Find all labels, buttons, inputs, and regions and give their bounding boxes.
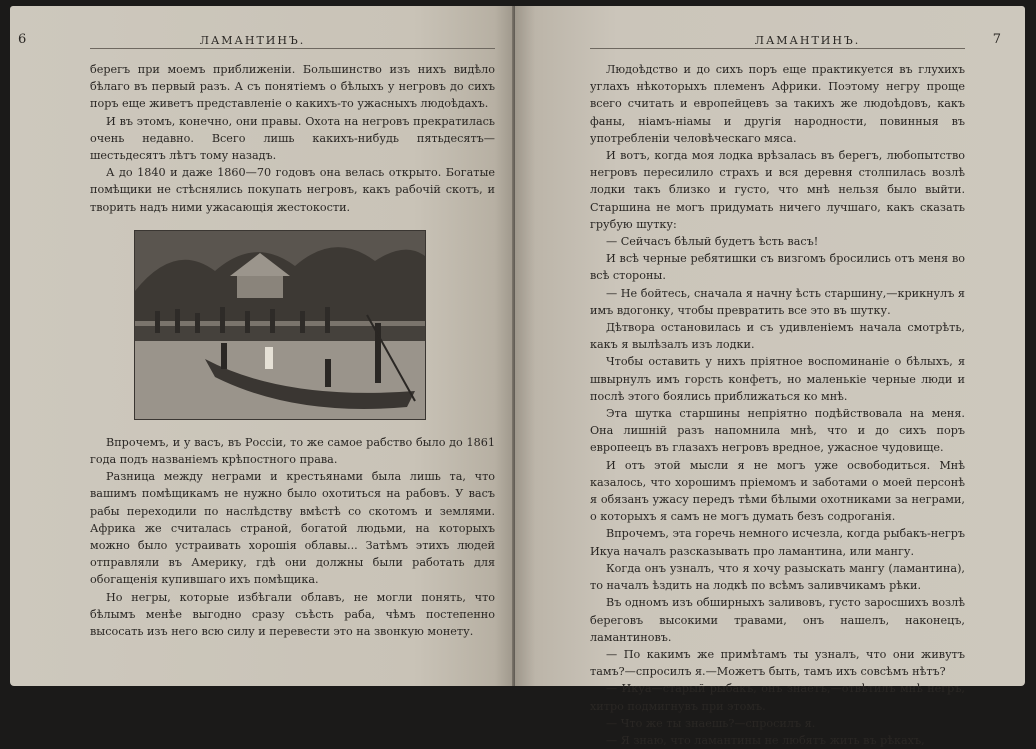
right-page-header [590, 6, 1001, 49]
page-number-left: 6 [18, 32, 27, 47]
paragraph: берегъ при моемъ приближеніи. Большинство изъ нихъ видѣло бѣлаго въ первый разъ. А съ понятіемъ о бѣлыхъ у негровъ до сихъ поръ еще живетъ представленіе о какихъ-то ужасныхъ людоѣдахъ. [90, 63, 495, 111]
paragraph: — Я знаю, что ламантины не любятъ жить въ рѣкахъ, [606, 733, 925, 747]
paragraph: Разница между неграми и крестьянами была лишь та, что вашимъ помѣщикамъ не нужно было охотиться на рабовъ. У васъ рабы переходили по наслѣдству вмѣстѣ со скотомъ и землями. Африка же считалась страной, богатой людьми, на которыхъ можно было устраивать хорошія облавы... Затѣмъ этихъ людей отправляли въ Америку, гдѣ они должны были работать для обогащенія купившаго ихъ помѣщика. [90, 470, 495, 587]
right-text [590, 61, 965, 749]
paragraph: И отъ этой мысли я не могъ уже освободиться. Мнѣ казалось, что хорошимъ пріемомъ и заботами о моей персонѣ я обязанъ ужасу передъ тѣми бѣлыми охотниками за неграми, о которыхъ я самъ не могъ думать безъ содроганія. [590, 458, 965, 524]
right-page [515, 6, 1025, 747]
paragraph: И въ этомъ, конечно, они правы. Охота на негровъ прекратилась очень недавно. Всего лишь какихъ-нибудь пятьдесятъ—шестьдесятъ лѣтъ тому назадъ. [90, 114, 495, 163]
paragraph: — По какимъ же примѣтамъ ты узналъ, что они живутъ тамъ?—спросилъ я.—Можетъ быть, тамъ ихъ совсѣмъ нѣтъ? [590, 647, 965, 679]
paragraph: Чтобы оставить у нихъ пріятное воспоминаніе о бѣлыхъ, я швырнулъ имъ горсть конфетъ, но маленькіе черные люди и послѣ этого боялись приближаться ко мнѣ. [590, 355, 965, 403]
engraving-canoe-illustration [134, 230, 426, 420]
paragraph: Въ одномъ изъ обширныхъ заливовъ, густо заросшихъ возлѣ береговъ высокими травами, онъ нашелъ, наконецъ, ламантиновъ. [590, 596, 966, 644]
left-text-bottom [90, 434, 495, 640]
paragraph: И вотъ, когда моя лодка врѣзалась въ берегъ, любопытство негровъ пересилило страхъ и вся деревня столпилась возлѣ лодки такъ близко и густо, что мнѣ нельзя было выйти. Старшина не могъ придумать ничего лучшаго, какъ сказать грубую шутку: [590, 149, 965, 231]
paragraph: — Икуа—старый рыбакъ, онъ знаетъ,—отвѣтилъ мнѣ негръ, хитро подмигнувъ при этомъ. [590, 682, 965, 713]
paragraph: Людоѣдство и до сихъ поръ еще практикуется въ глухихъ углахъ нѣкоторыхъ племенъ Африки. Поэтому негру проще всего считать и европейцевъ за такихъ же людоѣдовъ, какъ фаны, ніамъ-ніамы и другія народности, повинныя въ употребленіи человѣческаго мяса. [590, 63, 965, 145]
paragraph: Когда онъ узналъ, что я хочу разыскать мангу (ламантина), то началъ ѣздить на лодкѣ по всѣмъ заливчикамъ рѣки. [590, 561, 965, 593]
paragraph: — Что же ты знаешь?—спросилъ я. [606, 716, 816, 730]
paragraph: Дѣтвора остановилась и съ удивленіемъ начала смотрѣть, какъ я вылѣзалъ изъ лодки. [590, 321, 965, 352]
paragraph: Эта шутка старшины непріятно подѣйствовала на меня. Она лишній разъ напомнила мнѣ, что и до сихъ поръ европеецъ въ глазахъ негровъ вредное, ужасное чудовище. [590, 407, 965, 455]
left-page-header [18, 6, 495, 49]
engraving-canoe-image [135, 231, 425, 419]
left-text-top [90, 61, 495, 216]
running-title-left: ЛАМАНТИНЪ. [199, 34, 306, 47]
paragraph: Впрочемъ, и у васъ, въ Россіи, то же самое рабство было до 1861 года подъ названіемъ крѣпостного права. [90, 435, 495, 467]
running-title-right: ЛАМАНТИНЪ. [754, 34, 861, 47]
paragraph: Но негры, которые избѣгали облавъ, не могли понять, что бѣлымъ менѣе выгодно сразу съѣсть раба, чѣмъ постепенно высосать изъ него всю силу и перевести это на звонкую монету. [90, 590, 495, 639]
paragraph: А до 1840 и даже 1860—70 годовъ она велась открыто. Богатые помѣщики не стѣснялись покупать негровъ, какъ рабочій скотъ, и творить надъ ними ужасающія жестокости. [90, 166, 495, 214]
paragraph: — Не бойтесь, сначала я начну ѣсть старшину,—крикнулъ я имъ вдогонку, чтобы превратить все это въ шутку. [590, 286, 965, 317]
page-number-right: 7 [992, 32, 1001, 47]
paragraph: — Сейчасъ бѣлый будетъ ѣсть васъ! [606, 235, 819, 249]
paragraph: Впрочемъ, эта горечь немного исчезла, когда рыбакъ-негръ Икуа началъ разсказывать про ламантина, или мангу. [590, 527, 965, 558]
left-page [10, 6, 515, 686]
paragraph: И всѣ черные ребятишки съ визгомъ бросились отъ меня во всѣ стороны. [590, 252, 965, 283]
